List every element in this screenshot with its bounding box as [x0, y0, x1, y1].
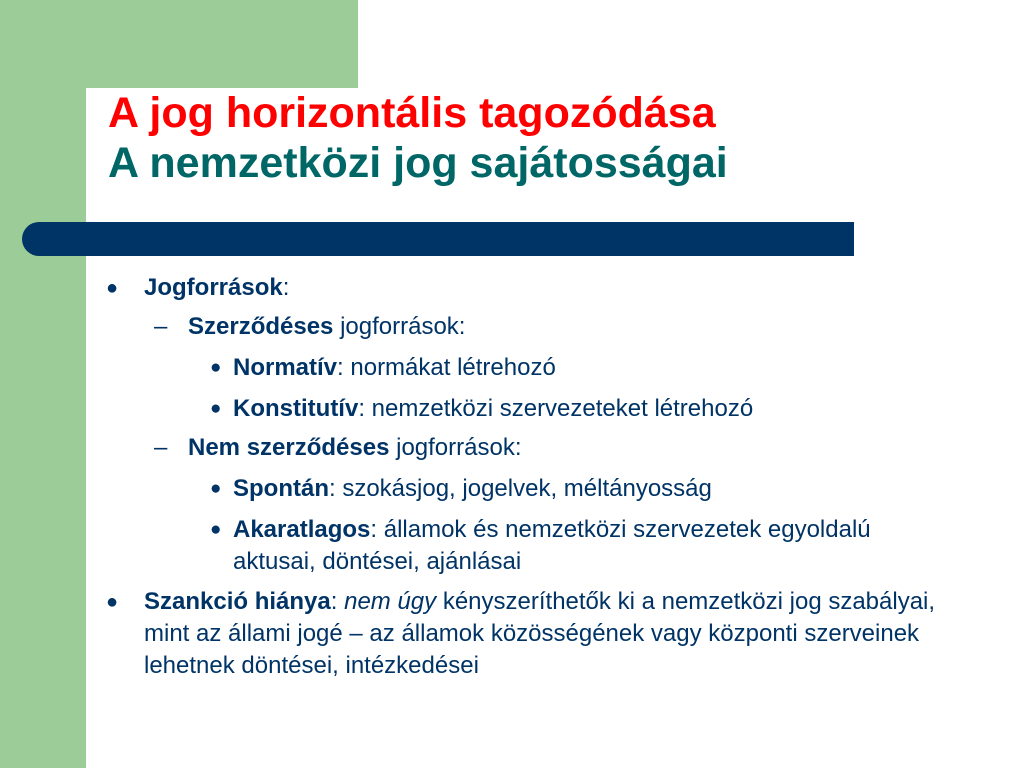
term: Szankció hiánya — [144, 588, 331, 615]
text-colon: : — [330, 588, 345, 615]
subsub-konstitutiv — [106, 393, 976, 425]
term: Szerződéses — [188, 313, 334, 340]
subbullet-szerzodeses — [106, 311, 976, 343]
term: Spontán — [233, 475, 329, 502]
text: : szokásjog, jogelvek, méltányosság — [329, 475, 712, 502]
decor-title-bar — [22, 222, 854, 256]
title-line-2: A nemzetközi jog sajátosságai — [108, 139, 728, 187]
slide-title — [108, 88, 728, 188]
subbullet-nem-szerzodeses — [106, 432, 976, 464]
text: jogforrások: — [333, 313, 466, 340]
text: : nemzetközi szervezeteket létrehozó — [358, 395, 754, 422]
subsub-spontan — [106, 473, 976, 505]
bullet-dot-icon: ● — [106, 277, 119, 299]
bullet-dot-icon: ● — [210, 398, 222, 419]
text: jogforrások: — [389, 434, 522, 461]
text: : államok és nemzetközi szervezetek egyoldalú aktusai, döntései, ajánlásai — [233, 516, 871, 575]
italic-text: nem úgy — [344, 588, 437, 615]
bullet-jogforrasok — [106, 272, 976, 304]
text: kényszeríthetők ki a nemzetközi jog szabályai, mint az állami jogé – az államok közösségének vagy központi szerveinek lehetnek döntései, intézkedései — [144, 588, 936, 679]
subsub-normativ — [106, 352, 976, 384]
term: Jogforrások — [144, 274, 283, 301]
bullet-dot-icon: ● — [106, 591, 119, 613]
term: Konstitutív — [233, 395, 359, 422]
title-line-1: A jog horizontális tagozódása — [108, 89, 716, 137]
subsub-akaratlagos — [106, 514, 976, 578]
term: Normatív — [233, 354, 338, 381]
term: Akaratlagos — [233, 516, 371, 543]
text: : normákat létrehozó — [337, 354, 556, 381]
bullet-dot-icon: ● — [210, 519, 222, 540]
dash-icon: – — [154, 434, 168, 461]
text: : — [282, 274, 290, 301]
bullet-dot-icon: ● — [210, 357, 222, 378]
slide-content — [106, 268, 976, 682]
dash-icon: – — [154, 313, 168, 340]
bullet-szankcio-hianya — [106, 586, 976, 682]
term: Nem szerződéses — [188, 434, 390, 461]
bullet-dot-icon: ● — [210, 478, 222, 499]
decor-green-side — [0, 0, 86, 768]
